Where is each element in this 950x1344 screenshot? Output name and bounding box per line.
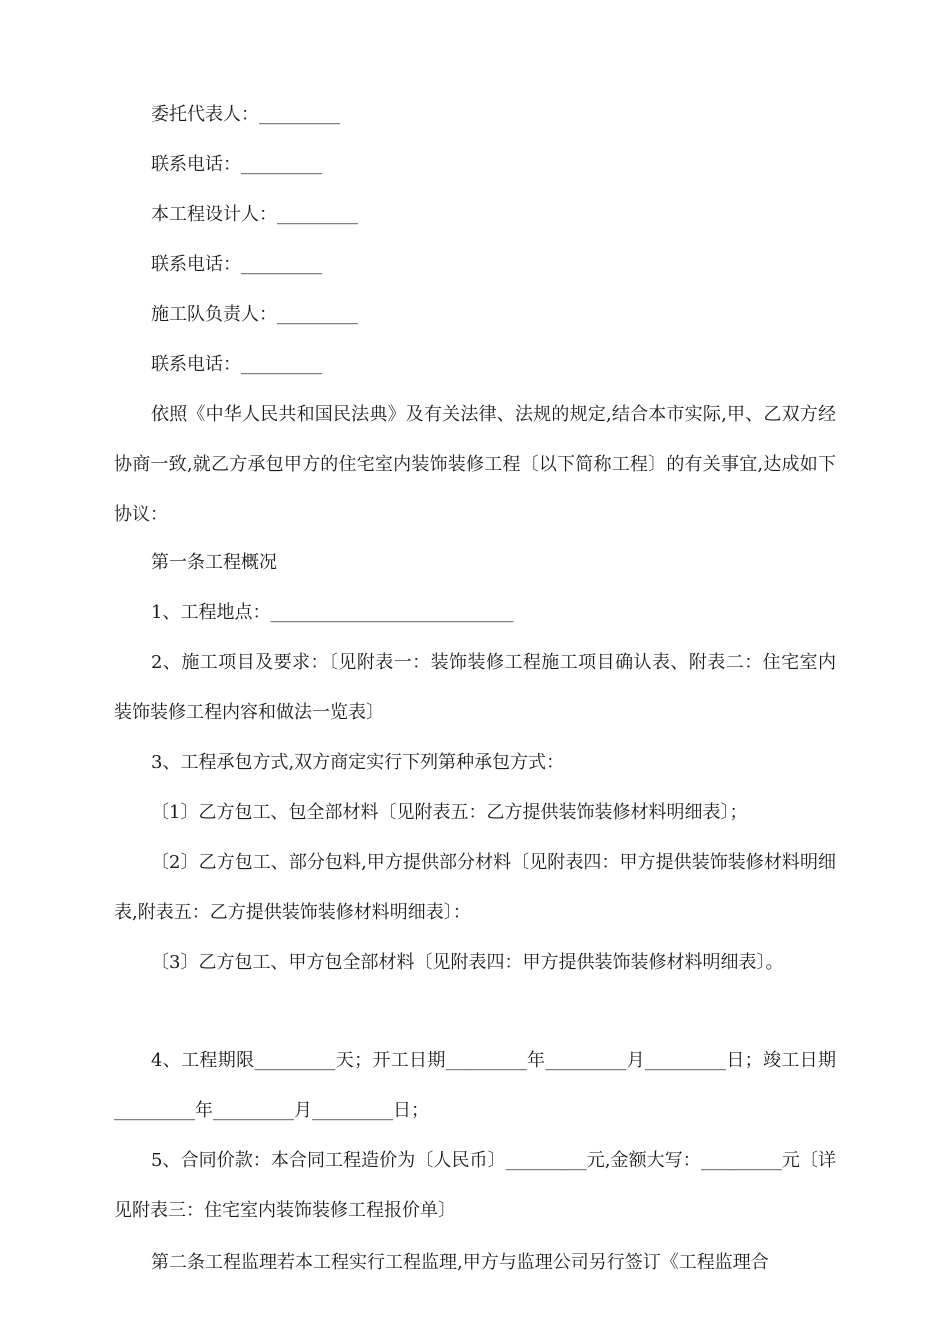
field-phone-3: 联系电话：_________ bbox=[151, 354, 322, 375]
field-team-leader: 施工队负责人：_________ bbox=[151, 304, 358, 325]
item-5-price: 5、合同价款：本合同工程造价为〔人民币〕_________元,金额大写：_________元〔详见附表三：住宅室内装饰装修工程报价单〕 bbox=[114, 1150, 836, 1221]
option-2: 〔2〕乙方包工、部分包料,甲方提供部分材料〔见附表四：甲方提供装饰装修材料明细表,附表五：乙方提供装饰装修材料明细表〕： bbox=[114, 852, 836, 923]
article-2-supervision: 第二条工程监理若本工程实行工程监理,甲方与监理公司另行签订《工程监理合 bbox=[151, 1252, 769, 1273]
field-designer: 本工程设计人：_________ bbox=[151, 204, 358, 225]
option-3: 〔3〕乙方包工、甲方包全部材料〔见附表四：甲方提供装饰装修材料明细表〕。 bbox=[151, 952, 784, 973]
option-1: 〔1〕乙方包工、包全部材料〔见附表五：乙方提供装饰装修材料明细表〕； bbox=[151, 802, 748, 823]
item-2-requirements: 2、施工项目及要求：〔见附表一：装饰装修工程施工项目确认表、附表二：住宅室内装饰装修工程内容和做法一览表〕 bbox=[114, 652, 836, 723]
field-entrusted-representative: 委托代表人：_________ bbox=[151, 104, 340, 125]
item-1-location: 1、工程地点：___________________________ bbox=[151, 602, 514, 623]
field-phone-2: 联系电话：_________ bbox=[151, 254, 322, 275]
article-1-title: 第一条工程概况 bbox=[151, 552, 277, 573]
intro-paragraph: 依照《中华人民共和国民法典》及有关法律、法规的规定,结合本市实际,甲、乙双方经协商一致,就乙方承包甲方的住宅室内装饰装修工程〔以下简称工程〕的有关事宜,达成如下协议： bbox=[114, 404, 836, 525]
item-4-schedule: 4、工程期限_________天；开工日期_________年_________月_________日；竣工日期_________年_________月_________日； bbox=[114, 1050, 836, 1121]
item-3-contract-mode: 3、工程承包方式,双方商定实行下列第种承包方式： bbox=[151, 752, 565, 773]
field-phone-1: 联系电话：_________ bbox=[151, 154, 322, 175]
